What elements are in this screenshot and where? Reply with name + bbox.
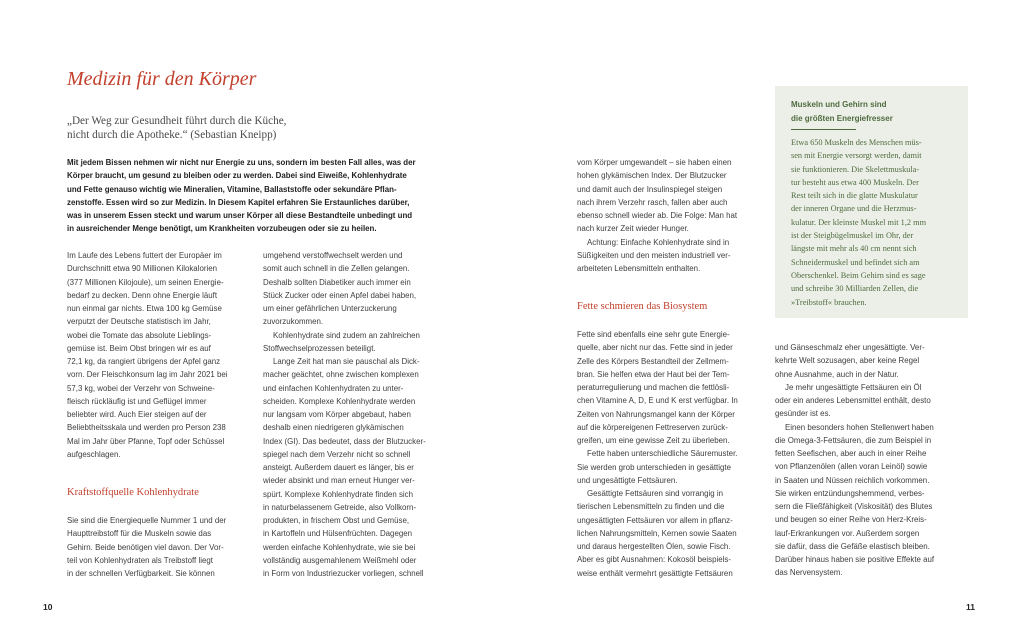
text-line: spiegel nach dem Verzehr nicht so schnell bbox=[263, 449, 411, 459]
text-line: und damit auch der Insulinspiegel steigen bbox=[577, 184, 723, 194]
heading-fette: Fette schmieren das Biosystem bbox=[577, 301, 708, 312]
text-line: kulatur. Der kleinste Muskel mit 1,2 mm bbox=[791, 217, 927, 227]
text-line: Rest teilt sich in die glatte Muskulatur bbox=[791, 191, 918, 201]
text-line: arbeiteten Lebensmitteln enthalten. bbox=[577, 264, 701, 273]
text-line: bedarf zu decken. Denn ohne Energie läuft bbox=[67, 290, 218, 300]
text-line: vorn. Der Fleischkonsum lag im Jahr 2021 bei bbox=[67, 370, 228, 380]
text-line: Beliebtheitsskala und werden pro Person 238 bbox=[67, 423, 226, 433]
text-line: (377 Millionen Kilojoule), um seinen Energie- bbox=[67, 277, 224, 287]
info-box-title-line: die größten Energiefresser bbox=[791, 114, 893, 123]
text-line: Fette sind ebenfalls eine sehr gute Energie- bbox=[577, 330, 730, 339]
text-line: 72,1 kg, da rangiert übrigens der Apfel ganz bbox=[67, 357, 221, 366]
intro-line: und Fette genauso wichtig wie Mineralien, Vitamine, Ballaststoffe oder sekundäre Pflan- bbox=[67, 184, 397, 194]
text-line: greifen, um eine gewisse Zeit zu überleben. bbox=[577, 436, 730, 445]
text-line: ohne Ausnahme, auch in der Natur. bbox=[775, 369, 899, 379]
text-line: Durchschnitt etwa 90 Millionen Kilokalorien bbox=[67, 264, 217, 274]
text-line: Index (GI). Das bedeutet, dass der Blutzucker- bbox=[263, 436, 426, 446]
text-line: Kohlenhydrate sind zudem an zahlreichen bbox=[273, 330, 420, 340]
text-line: oder ein anderes Lebensmittel enthält, desto bbox=[775, 396, 931, 405]
text-line: der inneren Organe und die Herzmus- bbox=[791, 204, 917, 214]
paragraph bbox=[577, 447, 762, 487]
text-line: Schneidermuskel und befindet sich am bbox=[791, 257, 920, 267]
quote-line: „Der Weg zur Gesundheit führt durch die Küche, bbox=[67, 115, 287, 127]
text-line: nur langsam vom Körper abgebaut, haben bbox=[263, 410, 411, 419]
text-line: von Pflanzenölen (allen voran Leinöl) sowie bbox=[775, 462, 928, 472]
paragraph bbox=[263, 329, 453, 356]
intro-line: Mit jedem Bissen nehmen wir nicht nur Energie zu uns, sondern im besten Fall alles, was der bbox=[67, 158, 416, 167]
text-line: und einfachen Kohlenhydraten zu unter- bbox=[263, 383, 404, 393]
text-line: vom Körper umgewandelt – sie haben einen bbox=[577, 158, 732, 167]
text-line: tierischen Lebensmitteln zu finden und die bbox=[577, 502, 725, 512]
column-3-continued bbox=[577, 328, 762, 580]
text-line: Darüber hinaus haben sie positive Effekte auf bbox=[775, 555, 935, 564]
text-line: wieder absinkt und man erneut Hunger ver- bbox=[263, 476, 415, 486]
page-number-right: 11 bbox=[966, 602, 975, 612]
text-line: lichen Nahrungsmitteln, Kernen sowie Saaten bbox=[577, 528, 737, 538]
text-line: Sie sind die Energiequelle Nummer 1 und der bbox=[67, 516, 227, 525]
text-line: quelle, aber nicht nur das. Fette sind in jeder bbox=[577, 343, 733, 353]
text-line: Stück Zucker oder einen Apfel dabei haben, bbox=[263, 290, 417, 300]
text-line: und daraus hergestellten Ölen, sowie Fisch. bbox=[577, 542, 731, 551]
text-line: nach ihrem Verzehr rasch, fallen aber auch bbox=[577, 197, 728, 207]
text-line: sie funktionieren. Die Skelettmuskula- bbox=[791, 164, 920, 174]
text-line: somit auch schnell in die Zellen gelangen. bbox=[263, 264, 410, 274]
text-line: sie dafür, dass die Gefäße elastisch bleiben. bbox=[775, 541, 930, 551]
text-line: Einen besonders hohen Stellenwert haben bbox=[785, 422, 934, 432]
intro-line: zenstoffe. Essen wird so zur Medizin. In Diesem Kapitel erfahren Sie Erstaunliches darüber, bbox=[67, 197, 410, 207]
text-line: sern die Fließfähigkeit (Viskosität) des Blutes bbox=[775, 502, 933, 511]
text-line: verputzt der Deutsche statistisch im Jahr, bbox=[67, 317, 211, 327]
text-line: chen Vitamine A, D, E und K erst verfügbar. In bbox=[577, 396, 738, 406]
paragraph bbox=[577, 328, 762, 447]
text-line: und ungesättigte Fettsäuren. bbox=[577, 475, 678, 485]
text-line: und beugen so einer Reihe von Herz-Kreis- bbox=[775, 515, 927, 525]
text-line: Im Laufe des Lebens futtert der Europäer im bbox=[67, 251, 222, 260]
text-line: Haupttreibstoff für die Muskeln sowie das bbox=[67, 529, 212, 539]
quote bbox=[67, 114, 367, 142]
text-line: bran. Sie helfen etwa der Haut bei der Tem- bbox=[577, 369, 730, 379]
text-line: nach kurzer Zeit wieder Hunger. bbox=[577, 224, 689, 234]
text-line: Gehirn. Beide benötigen viel davon. Der Vor- bbox=[67, 542, 224, 552]
text-line: Achtung: Einfache Kohlenhydrate sind in bbox=[587, 237, 730, 247]
text-line: in naturbelassenem Getreide, also Vollkorn- bbox=[263, 502, 417, 512]
heading-kohlenhydrate: Kraftstoffquelle Kohlenhydrate bbox=[67, 487, 199, 498]
text-line: auf die körpereigenen Fettreserven zurück- bbox=[577, 422, 728, 432]
text-line: »Treibstoff« brauchen. bbox=[791, 297, 867, 307]
text-line: Lange Zeit hat man sie pauschal als Dick- bbox=[273, 357, 420, 366]
text-line: macher geächtet, ohne zwischen komplexen bbox=[263, 370, 419, 380]
paragraph bbox=[263, 355, 453, 580]
text-line: vollständig ausgemahlenem Weißmehl oder bbox=[263, 555, 417, 565]
text-line: ansteigt. Außerdem dauert es länger, bis er bbox=[263, 463, 414, 472]
text-line: gemüse ist. Beim Obst bringen wir es auf bbox=[67, 343, 211, 353]
text-line: peraturregulierung und machen die fettlösli- bbox=[577, 383, 730, 392]
text-line: in Kartoffeln und Hülsenfrüchten. Dagegen bbox=[263, 529, 413, 539]
intro-line: was in unserem Essen steckt und warum unser Körper all diese Bestandteile unbedingt und bbox=[67, 211, 413, 221]
text-line: ebenso schnell wieder ab. Die Folge: Man hat bbox=[577, 211, 738, 220]
text-line: ungesättigten Fettsäuren vor allem in pflanz- bbox=[577, 515, 733, 525]
paragraph bbox=[67, 249, 247, 461]
text-line: werden einfache Kohlenhydrate, wie sie bei bbox=[263, 542, 416, 552]
text-line: fleisch rückläufig ist und Geflügel immer bbox=[67, 396, 207, 406]
paragraph bbox=[577, 156, 762, 236]
text-line: Sie wirken entzündungshemmend, verbes- bbox=[775, 488, 925, 498]
text-line: um einer gefährlichen Unterzuckerung bbox=[263, 304, 397, 313]
intro-line: in ausreichender Menge benötigt, um Krankheiten vorzubeugen oder sie zu heilen. bbox=[67, 224, 377, 234]
text-line: fetten Seefischen, aber auch in einer Reihe bbox=[775, 449, 927, 458]
paragraph bbox=[263, 249, 453, 329]
text-line: Etwa 650 Muskeln des Menschen müs- bbox=[791, 138, 922, 147]
paragraph bbox=[775, 381, 970, 421]
text-line: Fette haben unterschiedliche Säuremuster. bbox=[587, 449, 738, 459]
text-line: und Gänseschmalz eher ungesättigte. Ver- bbox=[775, 343, 925, 352]
paragraph bbox=[577, 236, 762, 276]
text-line: produkten, in frischem Obst und Gemüse, bbox=[263, 516, 410, 525]
text-line: Oberschenkel. Beim Gehirn sind es sage bbox=[791, 270, 926, 280]
text-line: Aber es gibt Ausnahmen: Kokosöl beispiels- bbox=[577, 555, 731, 565]
intro-text bbox=[67, 156, 447, 236]
text-line: Mal im Jahr über Pfanne, Topf oder Schüssel bbox=[67, 436, 225, 446]
info-box-title bbox=[791, 98, 893, 126]
text-line: in Saaten und Nüssen reichlich vorkommen. bbox=[775, 475, 930, 485]
page-title: Medizin für den Körper bbox=[67, 68, 257, 90]
info-box-body bbox=[791, 136, 956, 309]
paragraph bbox=[67, 514, 247, 580]
text-line: scheiden. Komplexe Kohlenhydrate werden bbox=[263, 396, 416, 406]
text-line: das Nervensystem. bbox=[775, 568, 843, 578]
intro-line: Körper braucht, um gesund zu bleiben oder zu werden. Dabei sind Eiweiße, Kohlenhydrate bbox=[67, 171, 407, 181]
text-line: ist der Steigbügelmuskel im Ohr, der bbox=[791, 231, 914, 241]
text-line: Zeiten von Nahrungsmangel kann der Körper bbox=[577, 409, 735, 419]
text-line: in Form von Industriezucker vorliegen, schnell bbox=[263, 569, 424, 578]
text-line: tur besteht aus etwa 400 Muskeln. Der bbox=[791, 177, 919, 187]
column-1-continued bbox=[67, 514, 247, 580]
paragraph bbox=[775, 421, 970, 580]
quote-line: nicht durch die Apotheke.“ (Sebastian Kneipp) bbox=[67, 129, 277, 141]
text-line: deshalb einen niedrigeren glykämischen bbox=[263, 423, 404, 433]
text-line: die Omega-3-Fettsäuren, die zum Beispiel in bbox=[775, 435, 932, 445]
column-3 bbox=[577, 156, 762, 275]
text-line: weise enthält vermehrt gesättigte Fettsäuren bbox=[577, 568, 733, 578]
text-line: und schreibe 30 Milliarden Zellen, die bbox=[791, 284, 919, 294]
text-line: längste mit mehr als 40 cm nennt sich bbox=[791, 244, 917, 254]
info-box-title-line: Muskeln und Gehirn sind bbox=[791, 100, 887, 109]
text-line: hohen glykämischen Index. Der Blutzucker bbox=[577, 171, 727, 181]
text-line: sen mit Energie versorgt werden, damit bbox=[791, 151, 922, 161]
text-line: gesünder ist es. bbox=[775, 409, 831, 419]
text-line: Deshalb sollten Diabetiker auch immer ein bbox=[263, 277, 411, 287]
text-line: Je mehr ungesättigte Fettsäuren ein Öl bbox=[785, 382, 922, 392]
text-line: 57,3 kg, wobei der Verzehr von Schweine- bbox=[67, 383, 215, 393]
text-line: Gesättigte Fettsäuren sind vorrangig in bbox=[587, 489, 723, 498]
text-line: aufgeschlagen. bbox=[67, 449, 121, 459]
paragraph bbox=[775, 341, 970, 381]
text-line: Süßigkeiten und den meisten industriell ver- bbox=[577, 250, 731, 260]
text-line: Zelle des Körpers Bestandteil der Zellmem- bbox=[577, 356, 729, 366]
text-line: spürt. Komplexe Kohlenhydrate finden sich bbox=[263, 489, 414, 499]
text-line: kehrte Welt sozusagen, aber keine Regel bbox=[775, 356, 920, 366]
page-number-left: 10 bbox=[43, 602, 53, 612]
text-line: teil von Kohlenhydraten als Treibstoff liegt bbox=[67, 555, 213, 565]
column-4 bbox=[775, 341, 970, 580]
column-1 bbox=[67, 249, 247, 461]
text-line: umgehend verstoffwechselt werden und bbox=[263, 251, 403, 260]
text-line: in der schnellen Verfügbarkeit. Sie können bbox=[67, 569, 215, 578]
text-line: lauf-Erkrankungen vor. Außerdem sorgen bbox=[775, 528, 920, 538]
paragraph bbox=[577, 487, 762, 580]
info-box-rule bbox=[791, 129, 856, 130]
text-line: nun einmal gar nichts. Etwa 100 kg Gemüse bbox=[67, 304, 222, 313]
text-line: Sie werden grob unterschieden in gesättigte bbox=[577, 462, 731, 472]
text-line: beliebter wird. Auch Eier steigen auf der bbox=[67, 410, 207, 419]
text-line: Stoffwechselprozessen beteiligt. bbox=[263, 343, 376, 353]
info-box bbox=[775, 86, 968, 318]
text-line: zuvorzukommen. bbox=[263, 317, 324, 327]
column-2 bbox=[263, 249, 453, 580]
text-line: wobei die Tomate das absolute Lieblings- bbox=[67, 330, 212, 340]
